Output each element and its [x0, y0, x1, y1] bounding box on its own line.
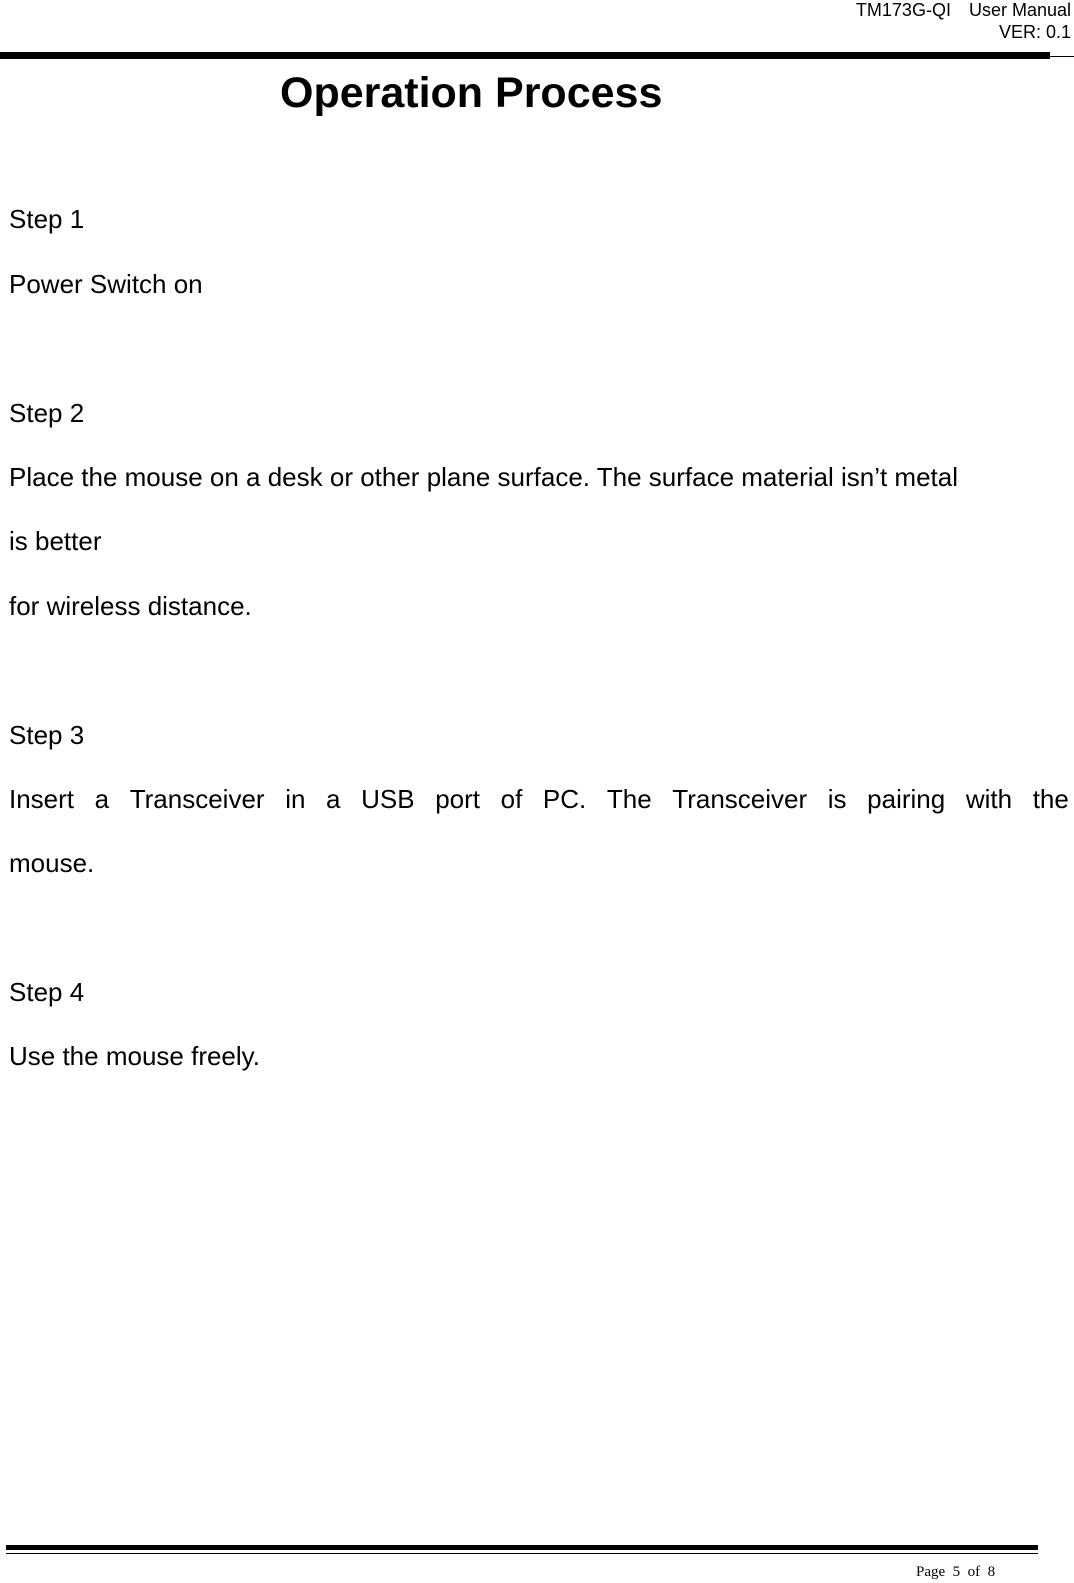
step-3-word: a — [326, 784, 341, 814]
step-3-heading: Step 3 — [9, 720, 85, 750]
step-3-word: Insert — [9, 784, 75, 814]
header-model: TM173G-QI — [855, 0, 951, 20]
step-1-heading: Step 1 — [9, 204, 85, 234]
step-3-word: PC. — [542, 784, 587, 814]
step-2-text-line-1: Place the mouse on a desk or other plane surface. The surface material isn’t metal — [9, 462, 959, 492]
step-3-text-line-2: mouse. — [9, 848, 95, 878]
step-4-heading: Step 4 — [9, 977, 85, 1007]
footer-rule-thin — [6, 1553, 1038, 1554]
page-title: Operation Process — [280, 69, 663, 117]
step-2-text-line-2: is better — [9, 526, 102, 556]
step-3-word: pairing — [867, 784, 946, 814]
step-3-word: with — [965, 784, 1013, 814]
step-3-word: The — [606, 784, 652, 814]
step-1-text: Power Switch on — [9, 269, 203, 299]
step-3-word: of — [500, 784, 523, 814]
page-number: Page 5 of 8 — [916, 1564, 996, 1580]
step-3-word: USB — [361, 784, 415, 814]
step-3-word: a — [94, 784, 110, 814]
step-3-word: the — [1032, 784, 1069, 814]
step-2-text-line-3: for wireless distance. — [9, 591, 252, 621]
header-doc-type: User Manual — [968, 0, 1071, 20]
step-4-text: Use the mouse freely. — [9, 1041, 260, 1071]
header-rule-thin — [0, 56, 1074, 57]
header-model-line — [856, 0, 1071, 21]
step-3-word: Transceiver — [129, 784, 265, 814]
step-2-heading: Step 2 — [9, 398, 85, 428]
step-3-word: port — [435, 784, 481, 814]
step-3-word: Transceiver — [672, 784, 808, 814]
footer-rule — [6, 1545, 1038, 1550]
step-3-text-line-1 — [9, 784, 1069, 814]
header-version: VER: 0.1 — [998, 22, 1071, 42]
step-3-word: is — [827, 784, 847, 814]
step-3-word: in — [285, 784, 306, 814]
